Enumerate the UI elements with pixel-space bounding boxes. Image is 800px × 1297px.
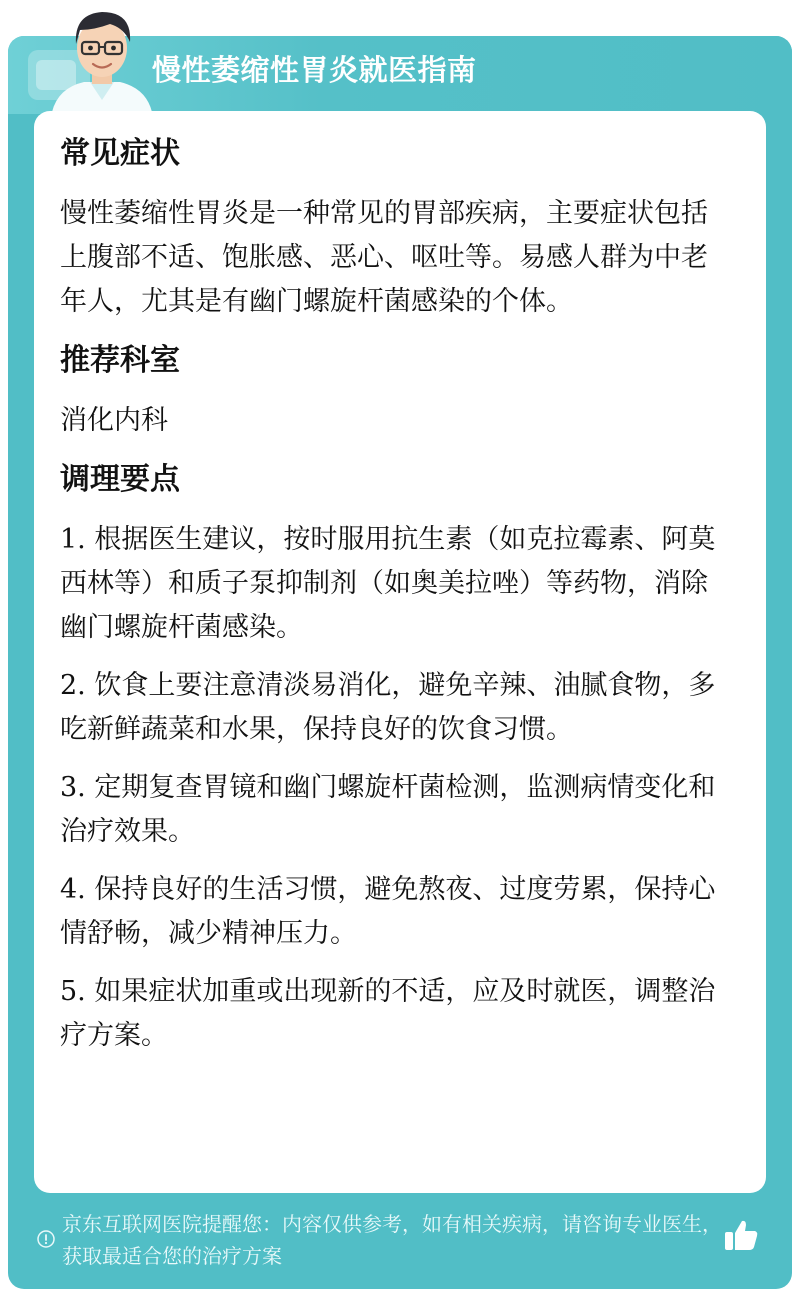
care-item-3: 3. 定期复查胃镜和幽门螺旋杆菌检测，监测病情变化和治疗效果。: [60, 772, 716, 847]
guide-content: [60, 128, 732, 1058]
care-item-5: 5. 如果症状加重或出现新的不适，应及时就医，调整治疗方案。: [60, 976, 716, 1051]
care-item-1: 1. 根据医生建议，按时服用抗生素（如克拉霉素、阿莫西林等）和质子泵抑制剂（如奥美拉唑）等药物，消除幽门螺旋杆菌感染。: [60, 524, 716, 643]
department-text: 消化内科: [60, 405, 168, 436]
page-title: 慢性萎缩性胃炎就医指南: [152, 53, 477, 87]
doctor-avatar-icon: [44, 0, 160, 112]
footer-notice: 京东互联网医院提醒您：内容仅供参考，如有相关疾病，请咨询专业医生，获取最适合您的治疗方案: [62, 1212, 722, 1268]
thumbs-up-icon[interactable]: [722, 1216, 760, 1254]
symptoms-heading: 常见症状: [60, 136, 180, 171]
symptoms-text: 慢性萎缩性胃炎是一种常见的胃部疾病，主要症状包括上腹部不适、饱胀感、恶心、呕吐等。易感人群为中老年人，尤其是有幽门螺旋杆菌感染的个体。: [60, 198, 708, 317]
info-icon: [36, 1229, 56, 1249]
care-item-2: 2. 饮食上要注意清淡易消化，避免辛辣、油腻食物，多吃新鲜蔬菜和水果，保持良好的饮食习惯。: [60, 670, 716, 745]
care-item-4: 4. 保持良好的生活习惯，避免熬夜、过度劳累，保持心情舒畅，减少精神压力。: [60, 874, 716, 949]
care-heading: 调理要点: [60, 462, 180, 497]
department-heading: 推荐科室: [60, 343, 180, 378]
